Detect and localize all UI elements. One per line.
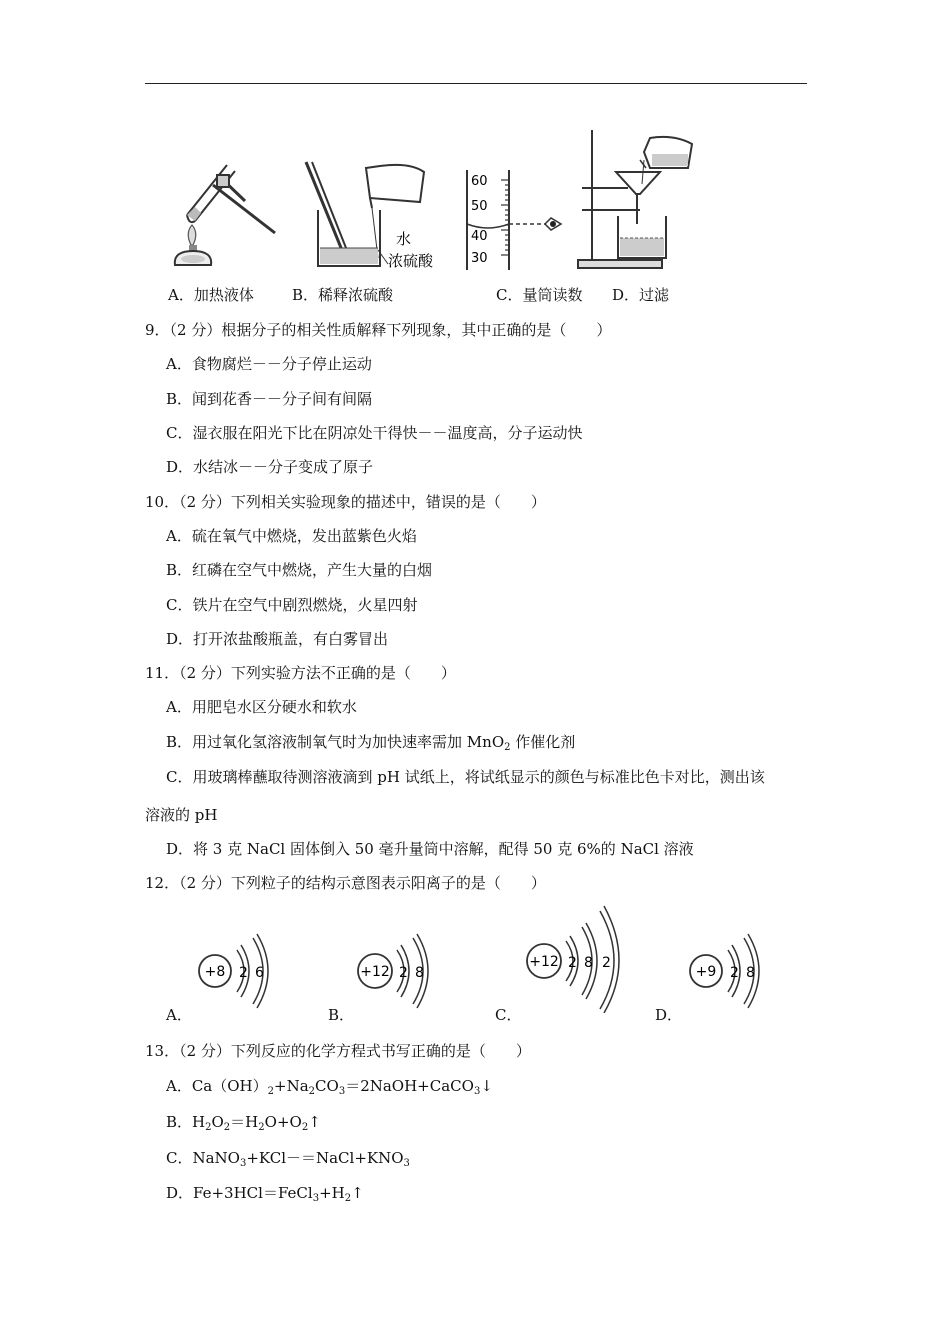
figure-filtration <box>570 124 700 272</box>
atom-diagram-d <box>686 928 771 1013</box>
water-label: 水 <box>396 230 412 248</box>
q13-option-b: B．$H_2O_2=H_2O+O_2↑$ <box>166 1113 321 1133</box>
q9-stem: 9．（2 分）根据分子的相关性质解释下列现象，其中正确的是（ ） <box>145 321 612 339</box>
q11-option-b: B．用过氧化氢溶液制氧气时为加快速率需加 MnO$_2$ 作催化剂 <box>166 733 576 753</box>
shell-b-1: 2 <box>399 965 408 981</box>
header-rule <box>145 83 807 84</box>
q9-option-a: A．食物腐烂－－分子停止运动 <box>166 355 372 373</box>
q8-option-d: D．过滤 <box>612 286 670 304</box>
q10-stem: 10．（2 分）下列相关实验现象的描述中，错误的是（ ） <box>145 493 546 511</box>
figure-cylinder-reading <box>463 166 568 271</box>
nucleus-d: +9 <box>695 964 717 980</box>
q8-option-a: A．加热液体 <box>168 286 254 304</box>
q13-option-c: C．$NaNO_3+KCl-=NaCl+KNO_3$ <box>166 1149 410 1169</box>
q12-stem: 12．（2 分）下列粒子的结构示意图表示阳离子的是（ ） <box>145 874 546 892</box>
q10-option-a: A．硫在氧气中燃烧，发出蓝紫色火焰 <box>166 527 417 545</box>
nucleus-a: +8 <box>204 964 226 980</box>
shell-c-1: 2 <box>568 955 577 971</box>
tick-30: 30 <box>471 251 488 266</box>
shell-b-2: 8 <box>415 965 424 981</box>
tick-50: 50 <box>471 199 488 214</box>
q8-option-b: B．稀释浓硫酸 <box>292 286 394 304</box>
atom-diagram-c <box>522 903 637 1013</box>
shell-a-1: 2 <box>239 965 248 981</box>
shell-d-1: 2 <box>730 965 739 981</box>
q11-option-d: D．将 3 克 NaCl 固体倒入 50 毫升量筒中溶解，配得 50 克 6%的 NaCl 溶液 <box>166 840 694 858</box>
q10-option-c: C．铁片在空气中剧烈燃烧，火星四射 <box>166 596 418 614</box>
atom-diagram-a <box>195 928 280 1013</box>
tick-40: 40 <box>471 229 488 244</box>
q12-option-a: A． <box>166 1006 192 1024</box>
acid-label: 浓硫酸 <box>388 252 434 270</box>
q11-option-c-line2: 溶液的 pH <box>145 806 218 824</box>
q11-stem: 11．（2 分）下列实验方法不正确的是（ ） <box>145 664 456 682</box>
figure-dilute-acid <box>300 158 450 273</box>
nucleus-b: +12 <box>360 964 390 980</box>
figure-heating-liquid <box>165 155 280 270</box>
q12-option-b: B． <box>328 1006 355 1024</box>
q11-option-c-line1: C．用玻璃棒蘸取待测溶液滴到 pH 试纸上，将试纸显示的颜色与标准比色卡对比，测出该 <box>166 768 765 786</box>
shell-c-3: 2 <box>602 955 611 971</box>
nucleus-c: +12 <box>529 954 559 970</box>
q12-option-d: D． <box>655 1006 683 1024</box>
q9-option-b: B．闻到花香－－分子间有间隔 <box>166 390 373 408</box>
q10-option-d: D．打开浓盐酸瓶盖，有白雾冒出 <box>166 630 389 648</box>
shell-a-2: 6 <box>255 965 264 981</box>
q9-option-c: C．湿衣服在阳光下比在阴凉处干得快－－温度高，分子运动快 <box>166 424 583 442</box>
atom-diagram-b <box>355 928 440 1013</box>
q11-option-a: A．用肥皂水区分硬水和软水 <box>166 698 357 716</box>
q9-option-d: D．水结冰－－分子变成了原子 <box>166 458 374 476</box>
shell-c-2: 8 <box>584 955 593 971</box>
shell-d-2: 8 <box>746 965 755 981</box>
q8-option-c: C．量筒读数 <box>496 286 583 304</box>
q12-option-c: C． <box>495 1006 522 1024</box>
q10-option-b: B．红磷在空气中燃烧，产生大量的白烟 <box>166 561 433 579</box>
q13-option-d: D．$Fe+3HCl=FeCl_3+H_2↑$ <box>166 1184 364 1204</box>
tick-60: 60 <box>471 174 488 189</box>
q13-stem: 13．（2 分）下列反应的化学方程式书写正确的是（ ） <box>145 1042 531 1060</box>
q13-option-a: A．$Ca(OH)_2+Na_2CO_3=2NaOH+CaCO_3↓$ <box>166 1077 493 1097</box>
